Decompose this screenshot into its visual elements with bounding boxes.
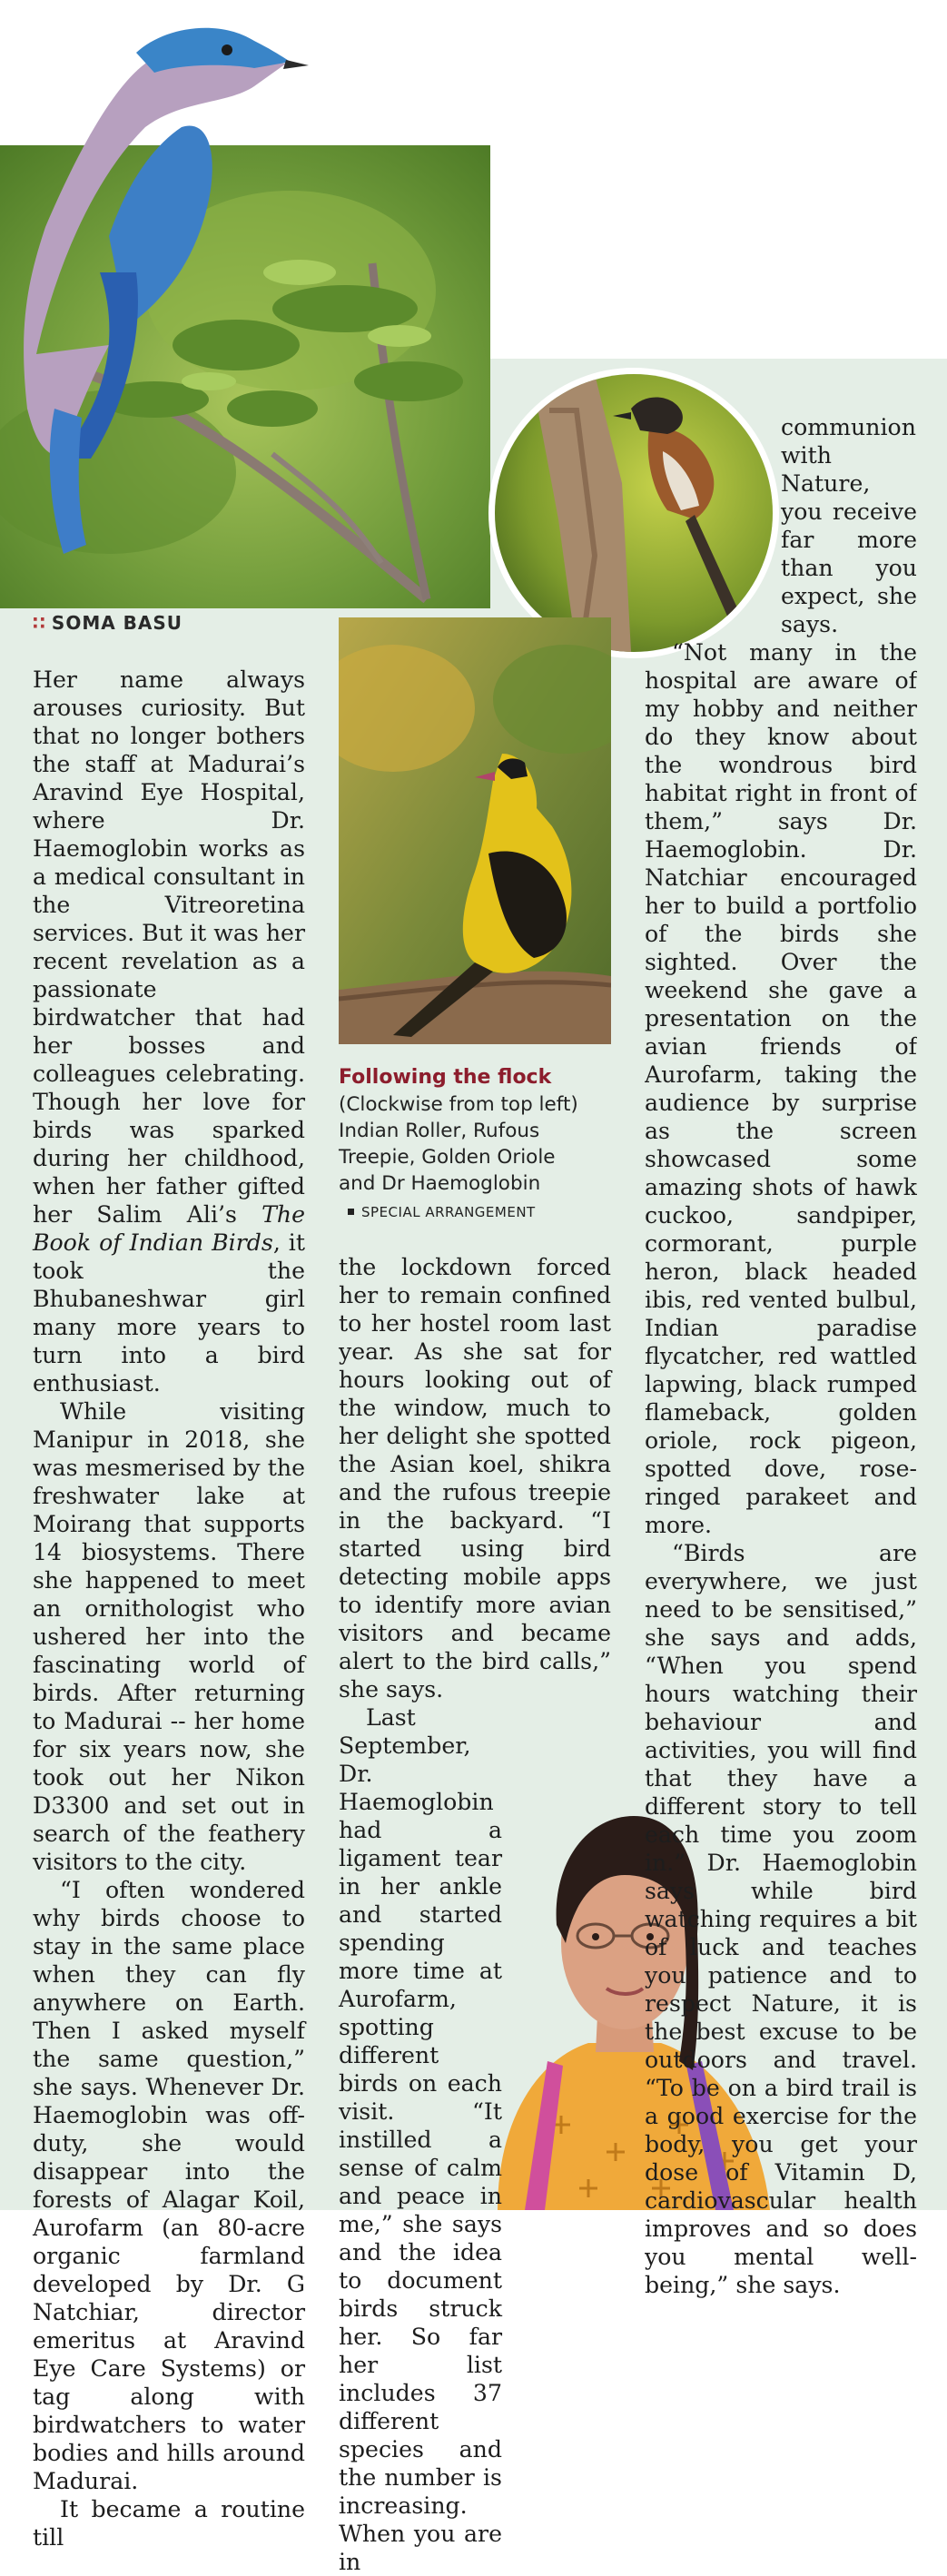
col3-paragraph-2: “Not many in the hospital are aware of my hobby and neither do they know about the wondrous bird habitat right in front of them,” says Dr. Haemoglobin. Dr. Natchiar encouraged her to build a portfolio of the birds she sighted. Over the weekend she gave a presentation on the avian friends of Aurofarm, taking the audience by surprise as the screen showcased some amazing shots of hawk cuckoo, sandpiper, cormorant, purple heron, black headed ibis, red vented bulbul, Indian paradise flycatcher, red wattled lapwing, black rumped flameback, golden oriole, rock pigeon, spotted dove, rose-ringed parakeet and more. [645,639,917,1538]
column-1 [33,666,305,2551]
credit-marker [348,1209,354,1215]
byline-author: SOMA BASU [51,612,183,634]
article-background-top [486,359,947,368]
caption-line: (Clockwise from top left) [339,1093,578,1116]
indian-roller-photo [0,0,490,608]
col3-paragraph-1 [645,413,917,638]
col2-paragraph-2 [339,1703,611,2576]
golden-oriole-photo [339,617,611,1044]
caption-line: Treepie, Golden Oriole [339,1146,556,1169]
photo-credit [339,1204,611,1220]
caption-line: and Dr Haemoglobin [339,1172,541,1195]
col1-paragraph-4: It became a routine till [33,2496,305,2551]
col1-paragraph-1: Her name always arouses curiosity. But that no longer bothers the staff at Madurai’s Aravind Eye Hospital, where Dr. Haemoglobin works as a medical consultant in the Vitreoretina services. But it was her recent revelation as a passionate birdwatcher that had her bosses and colleagues celebrating. Though her love for birds was sparked during her childhood, when her father gifted her Salim Ali’s The Book of Indian Birds, it took the Bhubaneshwar girl many more years to turn into a bird enthusiast. [33,666,305,1397]
photo-credit-text: SPECIAL ARRANGEMENT [361,1204,536,1220]
col3-paragraph-3 [645,1539,917,2299]
column-3 [645,413,917,2299]
caption-line: Indian Roller, Rufous [339,1120,540,1142]
col2-paragraph-1: the lockdown forced her to remain confined to her hostel room last year. As she sat for hours looking out of the window, much to her delight she spotted the Asian koel, shikra and the rufous treepie in the backyard. “I started using bird detecting mobile apps to identify more avian visitors and became alert to the bird calls,” she says. [339,1254,611,1703]
col3-paragraph-3-text: “Birds are everywhere, we just need to be sensitised,” she says and adds, “When you spend hours watching their behaviour and activities, you will find that they have a different story to tell each time you zoom in.” Dr. Haemoglobin says while bird watching requires a bit of luck and teaches you patience and to respect Nature, it is the best excuse to be outdoors and travel. “To be on a bird trail is a good exercise for the body, you get your dose of Vitamin D, cardiovascular health improves and so does you mental well-being,” she says. [645,1540,917,2298]
col2-paragraph-2-text: Last September, Dr. Haemoglobin had a ligament tear in her ankle and started spending more time at Aurofarm, spotting different birds on each visit. “It instilled a sense of calm and peace in me,” she says and the idea to document birds struck her. So far her list includes 37 different species and the number is increasing. When you are in [339,1704,502,2575]
byline-marker: ∷ [33,612,46,634]
book-title: The Book of Indian Birds [33,1201,305,1256]
col1-paragraph-2: While visiting Manipur in 2018, she was mesmerised by the freshwater lake at Moirang that supports 14 biosystems. There she happened to meet an ornithologist who ushered her into the fascinating world of birds. After returning to Madurai -- her home for six years now, she took out her Nikon D3300 and set out in search of the feathery visitors to the city. [33,1398,305,1875]
photo-caption [339,1064,611,1220]
col1-paragraph-3: “I often wondered why birds choose to stay in the same place when they can fly anywhere on Earth. Then I asked myself the same question,” she says. Whenever Dr. Haemoglobin was off-duty, she would disappear into the forests of Alagar Koil, Aurofarm (an 80-acre organic farmland developed by Dr. G Natchiar, director emeritus at Aravind Eye Care Systems) or tag along with birdwatchers to water bodies and hills around Madurai. [33,1877,305,2494]
col3-paragraph-1-text: communion with Nature, you receive far more than you expect, she says. [781,414,917,637]
caption-heading: Following the flock [339,1066,552,1089]
column-2 [339,1253,611,2576]
byline [33,612,182,634]
